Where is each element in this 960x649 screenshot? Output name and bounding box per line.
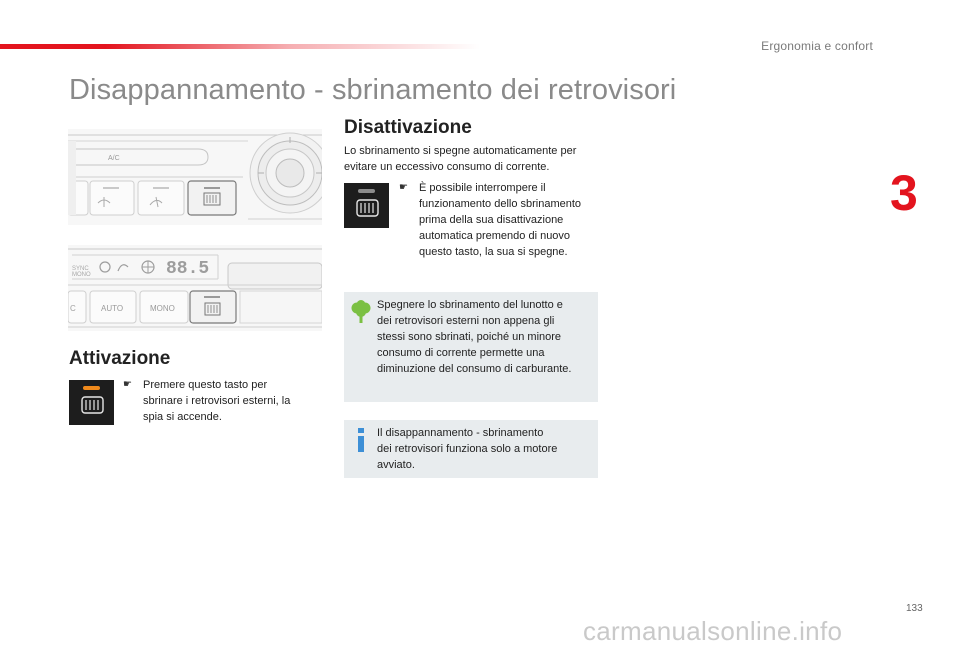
disattivazione-line: È possibile interrompere il: [419, 182, 546, 194]
page-title: Disappannamento - sbrinamento dei retrovisori: [69, 74, 677, 106]
defrost-key-off-image: [344, 183, 389, 228]
attivazione-line: Premere questo tasto per: [143, 379, 268, 391]
watermark: carmanualsonline.info: [583, 616, 843, 646]
eco-note-line: dei retrovisori esterni non appena gli: [377, 315, 555, 327]
info-icon: [353, 428, 369, 452]
mono-button-label: MONO: [150, 304, 175, 313]
info-note-line: Il disappannamento - sbrinamento: [377, 427, 544, 439]
eco-note-line: diminuzione del consumo di carburante.: [377, 363, 572, 375]
attivazione-line: sbrinare i retrovisori esterni, la: [143, 395, 291, 407]
svg-text:SYNC: SYNC: [72, 266, 89, 272]
defrost-key-on-image: [69, 380, 114, 425]
ac-label: A/C: [108, 155, 120, 162]
info-note-line: avviato.: [377, 459, 415, 471]
button-left-label: C: [70, 304, 76, 313]
eco-note-line: Spegnere lo sbrinamento del lunotto e: [377, 299, 563, 311]
intro-line: evitare un eccessivo consumo di corrente.: [344, 161, 550, 173]
attivazione-line: spia si accende.: [143, 411, 222, 423]
top-accent-bar: [0, 44, 480, 49]
disattivazione-line: prima della sua disattivazione: [419, 214, 564, 226]
eco-tree-icon: [350, 300, 372, 324]
airflow-face-icon: [90, 181, 134, 215]
control-panel-photo-1: [68, 129, 322, 225]
svg-text:MONO: MONO: [72, 272, 91, 278]
auto-button-label: AUTO: [101, 304, 124, 313]
airflow-feet-icon: [138, 181, 184, 215]
mirror-defrost-button-2[interactable]: [190, 291, 236, 323]
heading-attivazione: Attivazione: [69, 348, 171, 369]
eco-note-box: [344, 292, 598, 402]
attivazione-bullet: [123, 377, 303, 425]
disattivazione-line: funzionamento dello sbrinamento: [419, 198, 582, 210]
disattivazione-line: automatica premendo di nuovo: [419, 230, 571, 242]
section-label: Ergonomia e confort: [761, 39, 873, 53]
disattivazione-intro: [344, 143, 614, 175]
intro-line: Lo sbrinamento si spegne automaticamente per: [344, 145, 577, 157]
disattivazione-line: questo tasto, la sua si spegne.: [419, 246, 568, 258]
indicator-light-off-icon: [358, 189, 375, 193]
info-note-box: [344, 420, 598, 478]
eco-note-line: stessi sono sbrinati, poiché un minore: [377, 331, 562, 343]
page-number: 133: [906, 603, 923, 614]
disattivazione-bullet: [399, 180, 609, 260]
bullet-arrow-icon: ☛: [123, 379, 132, 390]
bullet-arrow-icon: ☛: [399, 182, 408, 193]
chapter-number: 3: [890, 165, 918, 221]
temperature-display: 88.5: [166, 259, 210, 279]
indicator-light-on-icon: [83, 386, 100, 390]
control-panel-photo-2: [68, 245, 322, 331]
heading-disattivazione: Disattivazione: [344, 117, 472, 138]
mirror-defrost-button[interactable]: [188, 181, 236, 215]
eco-note-line: consumo di corrente permette una: [377, 347, 545, 359]
info-note-line: dei retrovisori funziona solo a motore: [377, 443, 558, 455]
